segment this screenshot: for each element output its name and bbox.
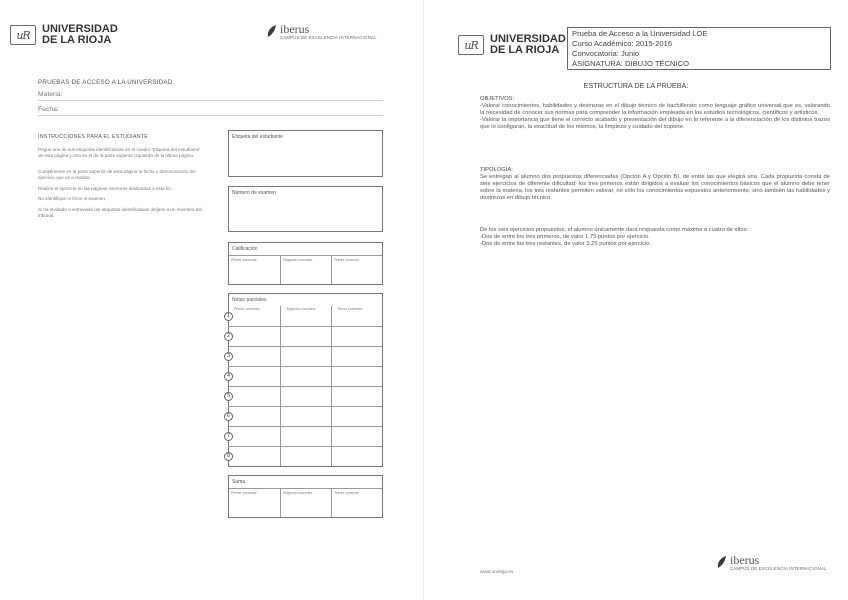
student-label-box[interactable] (228, 130, 383, 177)
nota-cell-1-3[interactable] (331, 306, 382, 326)
ejercicios-section (480, 227, 830, 248)
objetivos-section (480, 96, 830, 131)
objetivos-paragraph-2: -Valorar la importancia que tiene el correcto acabado y presentación del dibujo en lo referente a la diferenciación de los distintos trazos que lo configuran, la exactitud de los mismos, la limpieza y cuidado del soporte. (480, 117, 830, 130)
notas-col-2-label: Segundo corrector (286, 307, 316, 311)
exam-header-box (567, 27, 831, 70)
calificacion-box (228, 242, 383, 285)
iberus-logo (266, 24, 377, 40)
notas-col-1-label: Primer corrector (234, 307, 260, 311)
notas-parciales-grid (226, 306, 382, 466)
objetivos-paragraph-1: -Valorar conocimientos, habilidades y destrezas en el dibujo técnico de bachillerato como lenguaje gráfico universal que es, valorando la necesidad de conocer sus normas para comprender la información empleada en los estudios tecnológicos, científicos y artísticos. (480, 103, 830, 116)
materia-field-line[interactable] (38, 100, 383, 101)
objetivos-title: OBJETIVOS: (480, 96, 515, 102)
university-logo (458, 34, 566, 56)
nota-cell-5-2[interactable] (280, 386, 331, 406)
nota-cell-5-1[interactable] (229, 386, 280, 406)
instruction-5: Si ha olvidado o extraviado las etiquetas identificativas diríjase a un miembro del tribunal. (38, 207, 202, 219)
suma-title: Suma (232, 479, 246, 485)
calificacion-cell-2[interactable]: Segundo corrector (280, 255, 331, 284)
instruction-3: Realice el ejercicio en las páginas interiores destinadas a este fin. (38, 186, 173, 191)
nota-cell-2-2[interactable] (280, 326, 331, 346)
exam-structure-page (424, 0, 848, 600)
notas-parciales-title: Notas parciales (232, 297, 267, 303)
nota-cell-8-2[interactable] (280, 446, 331, 466)
iberus-subtitle: CAMPUS DE EXCELENCIA INTERNACIONAL (280, 35, 377, 40)
materia-label: Materia: (38, 91, 63, 98)
tipologia-title: TIPOLOGÍA: (480, 167, 513, 173)
nota-cell-4-2[interactable] (280, 366, 331, 386)
university-name: UNIVERSIDAD DE LA RIOJA (490, 33, 566, 56)
suma-cell-2[interactable]: Segundo corrector (280, 488, 331, 517)
exercise-number-badge: 7 (224, 432, 233, 441)
nota-cell-3-2[interactable] (280, 346, 331, 366)
exercise-number-badge: 5 (224, 392, 233, 401)
instruction-1: Pegue una de sus etiquetas identificativas en el cuadro 'Etiqueta del estudiante' de esta página y otra en el de la parte superior izquierda de la última página. (38, 147, 201, 159)
calificacion-title: Calificación (232, 246, 258, 252)
nota-cell-8-3[interactable] (331, 446, 382, 466)
nota-cell-3-3[interactable] (331, 346, 382, 366)
nota-cell-6-2[interactable] (280, 406, 331, 426)
nota-cell-1-1[interactable] (229, 306, 280, 326)
nota-cell-5-3[interactable] (331, 386, 382, 406)
nota-cell-1-2[interactable] (280, 306, 331, 326)
student-label-title: Etiqueta del estudiante (232, 134, 283, 140)
instructions-title: INSTRUCCIONES PARA EL ESTUDIANTE (38, 134, 149, 140)
header-line-1: Prueba de Acceso a la Universidad LOE (572, 29, 708, 38)
nota-cell-6-3[interactable] (331, 406, 382, 426)
iberus-logo (716, 555, 827, 571)
instruction-4: No identifique ni firme el examen. (38, 196, 107, 201)
ejercicios-line-1: -Dos de entre los tres primeros, de valor 1.75 puntos por ejercicio. (480, 234, 650, 240)
nota-cell-7-3[interactable] (331, 426, 382, 446)
nota-cell-4-3[interactable] (331, 366, 382, 386)
iberus-leaf-icon (266, 24, 277, 38)
calificacion-cell-3[interactable]: Tercer corrector (331, 255, 382, 284)
ejercicios-line-2: -Dos de entre los tres restantes, de valor 3.25 puntos por ejercicio. (480, 241, 652, 247)
estructura-title: ESTRUCTURA DE LA PRUEBA: (583, 81, 689, 90)
iberus-leaf-icon (716, 555, 727, 569)
exercise-number-badge: 3 (224, 352, 233, 361)
exam-number-title: Número de examen (232, 190, 276, 196)
university-logo (10, 24, 118, 46)
exercise-number-badge: 4 (224, 372, 233, 381)
nota-cell-2-1[interactable] (229, 326, 280, 346)
calificacion-cell-1[interactable]: Primer corrector (229, 255, 280, 284)
website-link[interactable]: www.unirioja.es (480, 570, 514, 575)
nota-cell-7-2[interactable] (280, 426, 331, 446)
header-line-2: Curso Académico: 2015-2016 (572, 39, 673, 48)
ur-emblem-icon: uR (10, 25, 36, 45)
iberus-subtitle: CAMPUS DE EXCELENCIA INTERNACIONAL (730, 566, 827, 571)
ur-emblem-icon: uR (458, 35, 484, 55)
nota-cell-3-1[interactable] (229, 346, 280, 366)
pruebas-title: PRUEBAS DE ACCESO A LA UNIVERSIDAD (38, 79, 173, 86)
exercise-number-badge: 6 (224, 412, 233, 421)
fecha-label: Fecha: (38, 106, 59, 113)
tipologia-section (480, 167, 830, 202)
exam-number-box[interactable] (228, 186, 383, 232)
suma-cell-3[interactable]: Tercer corrector (331, 488, 382, 517)
instruction-2: Cumplimente en la parte superior de esta página la fecha y denominación del ejercicio que va a realizar. (38, 169, 196, 181)
nota-cell-8-1[interactable] (229, 446, 280, 466)
suma-cell-1[interactable]: Primer corrector (229, 488, 280, 517)
suma-grid (229, 488, 382, 517)
nota-cell-2-3[interactable] (331, 326, 382, 346)
exercise-number-badge: 2 (224, 332, 233, 341)
exercise-number-badge: 1 (224, 312, 233, 321)
tipologia-paragraph: Se entregan al alumno dos propuestas diferenciadas (Opción A y Opción B), de entre las que elegirá una. Cada propuesta consta de seis ejercicios de diferente dificultad: los tres primeros están dirigidos a evaluar los conocimientos básicos que el alumno debe tener sobre la materia, los tres restantes permiten valorar, no sólo los conocimientos expuestos anteriormente, sino también las habilidades y destrezas en dibujo técnico. (480, 174, 830, 201)
nota-cell-4-1[interactable] (229, 366, 280, 386)
header-line-3: Convocatoria: Junio (572, 49, 640, 58)
suma-box (228, 475, 383, 518)
exercise-number-badge: 8 (224, 452, 233, 461)
university-name: UNIVERSIDAD DE LA RIOJA (42, 23, 118, 46)
calificacion-grid (229, 255, 382, 284)
notas-parciales-box (228, 293, 383, 467)
nota-cell-7-1[interactable] (229, 426, 280, 446)
fecha-field-line[interactable] (38, 115, 383, 116)
header-line-4: ASIGNATURA: DIBUJO TÉCNICO (572, 59, 690, 68)
notas-col-3-label: Tercer corrector (337, 307, 363, 311)
iberus-name: iberus (730, 553, 760, 567)
nota-cell-6-1[interactable] (229, 406, 280, 426)
ejercicios-intro: De los seis ejercicios propuestos, el alumno únicamente dará respuesta como máximo a cuatro de ellos: (480, 227, 749, 233)
iberus-name: iberus (280, 22, 310, 36)
